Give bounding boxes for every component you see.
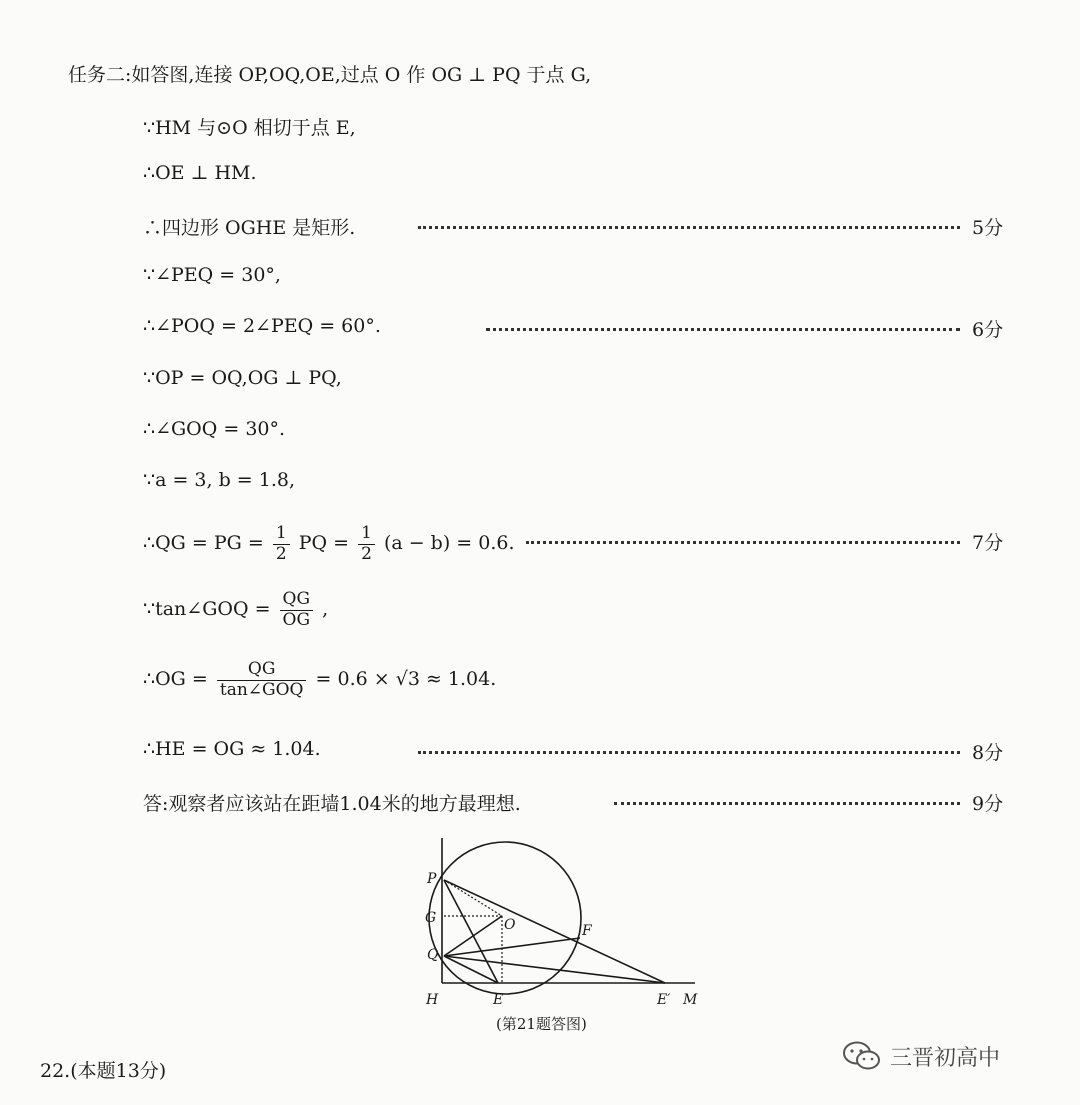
score-8: 8分	[972, 742, 1004, 764]
score-7: 7分	[972, 532, 1004, 554]
qg-part1: ∴QG = PG =	[143, 532, 264, 555]
dots-5	[418, 226, 960, 229]
watermark-text: 三晋初高中	[890, 1045, 1001, 1071]
segment-pe	[444, 880, 498, 983]
line-a-b: ∵a = 3, b = 1.8,	[143, 469, 295, 491]
line-og	[143, 660, 496, 700]
segment-qe2	[444, 956, 665, 983]
line-tan	[143, 590, 328, 630]
label-q: Q	[427, 947, 439, 963]
question-22-header: 22.(本题13分)	[40, 1060, 167, 1082]
segment-pe2	[444, 880, 665, 983]
line-qg	[143, 524, 515, 564]
dots-6	[486, 328, 960, 331]
label-o: O	[504, 917, 516, 933]
score-9: 9分	[972, 793, 1004, 815]
segment-qf	[444, 938, 580, 956]
line-he: ∴HE = OG ≈ 1.04.	[143, 738, 321, 760]
wechat-icon	[842, 1040, 882, 1072]
line-pe-angle: ∵∠PEQ = 30°,	[143, 264, 281, 286]
line-op-oq: ∵OP = OQ,OG ⊥ PQ,	[143, 367, 342, 389]
fraction-qg-og: $\frac{QG}{OG}$	[280, 590, 314, 630]
fraction-half-1: $\frac{1}{2}$	[273, 524, 290, 564]
label-e: E	[493, 992, 504, 1008]
geometry-figure	[410, 828, 710, 1013]
label-e-prime: E′	[657, 992, 671, 1008]
og-part1: ∴OG =	[143, 668, 208, 691]
label-h: H	[426, 992, 439, 1008]
qg-part2: PQ =	[298, 532, 350, 555]
qg-part3: (a − b) = 0.6.	[383, 532, 515, 555]
dots-8	[418, 751, 960, 754]
tan-part1: ∵tan∠GOQ =	[143, 598, 271, 621]
watermark	[842, 1040, 1000, 1072]
line-answer: 答:观察者应该站在距墙1.04米的地方最理想.	[143, 793, 521, 815]
tan-part2: ,	[322, 598, 329, 621]
og-part2: = 0.6 × √3 ≈ 1.04.	[315, 668, 497, 691]
line-goq: ∴∠GOQ = 30°.	[143, 418, 286, 440]
fraction-half-2: $\frac{1}{2}$	[358, 524, 375, 564]
dots-9	[614, 802, 960, 805]
label-f: F	[582, 923, 592, 939]
dots-7	[526, 541, 960, 544]
label-p: P	[427, 871, 437, 887]
line-tangent: ∵HM 与⊙O 相切于点 E,	[143, 117, 356, 139]
line-rectangle: ∴四边形 OGHE 是矩形.	[143, 217, 356, 239]
label-m: M	[683, 992, 698, 1008]
figure-caption: (第21题答图)	[496, 1015, 587, 1033]
score-6: 6分	[972, 319, 1004, 341]
score-5: 5分	[972, 217, 1004, 239]
line-poq-angle: ∴∠POQ = 2∠PEQ = 60°.	[143, 315, 381, 337]
line-task-two: 任务二:如答图,连接 OP,OQ,OE,过点 O 作 OG ⊥ PQ 于点 G,	[68, 64, 592, 86]
fraction-qg-tan: $\frac{QG}{\text{tan∠GOQ}}$	[217, 660, 307, 700]
line-oe-perp: ∴OE ⊥ HM.	[143, 162, 257, 184]
label-g: G	[425, 910, 437, 926]
